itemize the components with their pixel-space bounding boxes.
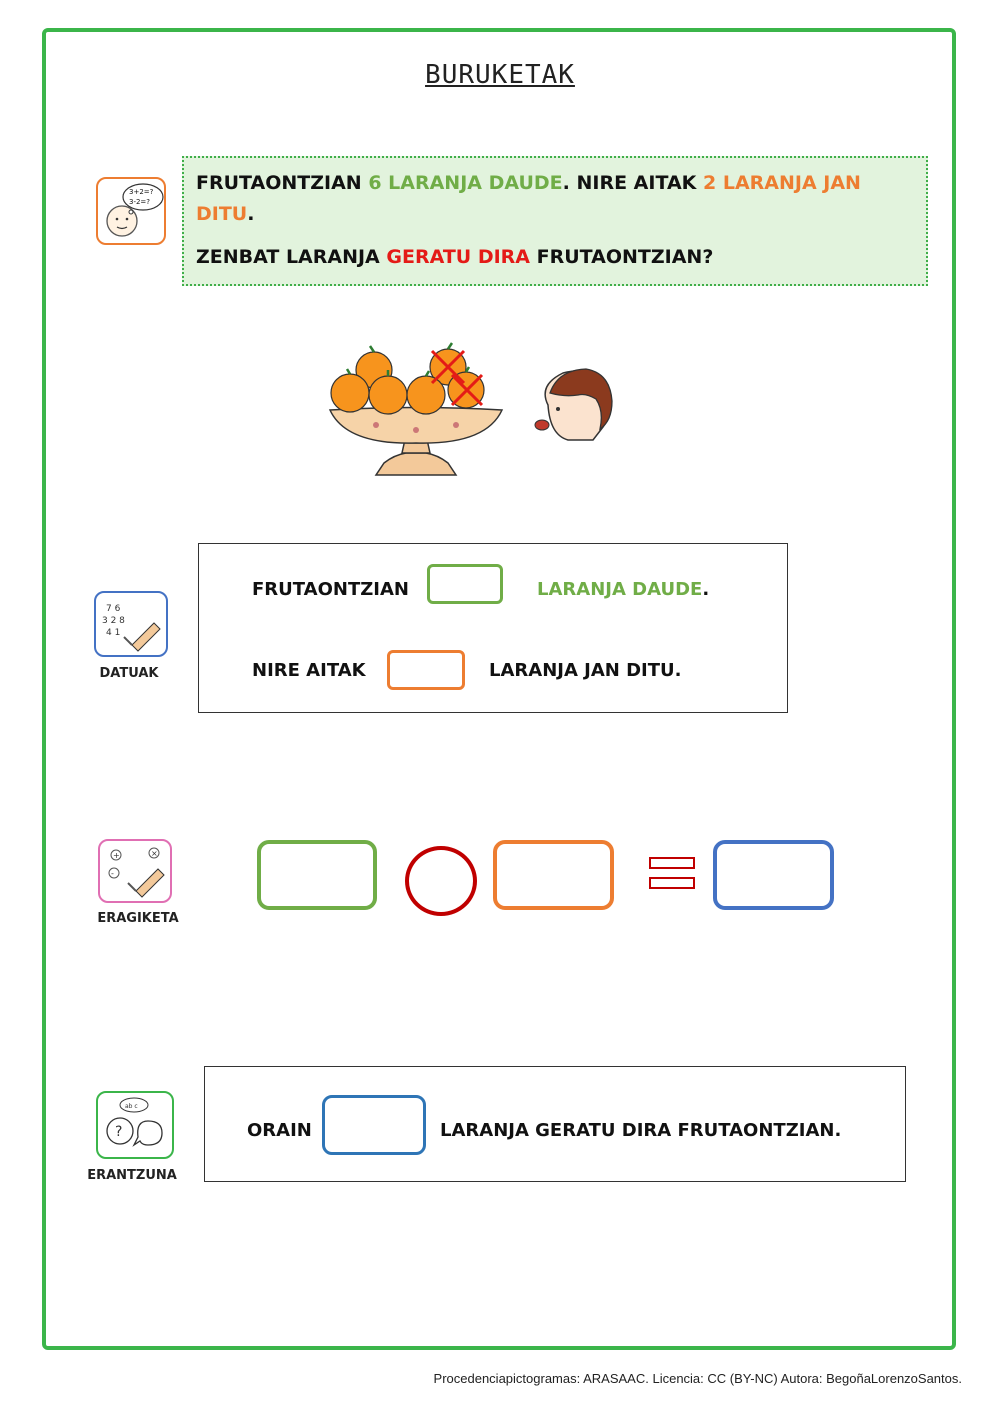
problem-highlight-orange: 2 LARANJA JAN DITU bbox=[196, 172, 861, 225]
svg-text:7 6: 7 6 bbox=[106, 604, 121, 614]
question-highlight-red: GERATU DIRA bbox=[386, 246, 531, 268]
equals-sign-icon bbox=[649, 857, 695, 891]
problem-text: . NIRE AITAK bbox=[562, 172, 703, 194]
datuak-eaten-input[interactable] bbox=[387, 650, 465, 690]
operand1-input[interactable] bbox=[257, 840, 377, 910]
erantzuna-panel bbox=[204, 1066, 906, 1182]
datuak-row1-prefix: FRUTAONTZIAN bbox=[252, 579, 409, 600]
problem-text: FRUTAONTZIAN bbox=[196, 172, 369, 194]
datuak-row1-end: . bbox=[702, 579, 710, 600]
svg-text:×: × bbox=[151, 849, 158, 858]
svg-text:+: + bbox=[113, 851, 120, 860]
thinking-head-icon bbox=[96, 177, 166, 245]
operator-input[interactable] bbox=[405, 846, 477, 916]
result-input[interactable] bbox=[713, 840, 834, 910]
svg-text:3-2=?: 3-2=? bbox=[129, 198, 151, 206]
datuak-oranges-input[interactable] bbox=[427, 564, 503, 604]
problem-highlight-green: 6 LARANJA DAUDE bbox=[368, 172, 563, 194]
datuak-row1-suffix-text: LARANJA DAUDE bbox=[537, 579, 703, 600]
problem-question bbox=[196, 242, 914, 273]
footer-credits: Procedenciapictogramas: ARASAAC. Licencia: CC (BY-NC) Autora: BegoñaLorenzoSantos. bbox=[433, 1371, 962, 1386]
svg-text:ab c: ab c bbox=[125, 1103, 138, 1110]
erantzuna-label: ERANTZUNA bbox=[87, 1168, 177, 1183]
svg-text:3+2=?: 3+2=? bbox=[129, 188, 154, 196]
datuak-row2-prefix: NIRE AITAK bbox=[252, 660, 366, 681]
datuak-row1-suffix bbox=[537, 579, 709, 600]
svg-text:?: ? bbox=[115, 1124, 123, 1140]
problem-text: . bbox=[247, 203, 255, 225]
question-text: ZENBAT LARANJA bbox=[196, 246, 387, 268]
svg-text:4 1: 4 1 bbox=[106, 628, 121, 638]
answer-input[interactable] bbox=[322, 1095, 426, 1155]
page-title: BURUKETAK bbox=[425, 60, 575, 90]
erantzuna-pictogram-icon bbox=[96, 1091, 174, 1159]
datuak-panel bbox=[198, 543, 788, 713]
datuak-label: DATUAK bbox=[99, 666, 159, 681]
erantzuna-suffix: LARANJA GERATU DIRA FRUTAONTZIAN. bbox=[440, 1120, 842, 1141]
datuak-pictogram-icon bbox=[94, 591, 168, 657]
svg-text:3 2 8: 3 2 8 bbox=[102, 616, 125, 626]
svg-text:-: - bbox=[111, 869, 114, 878]
question-text: FRUTAONTZIAN? bbox=[530, 246, 714, 268]
problem-statement bbox=[182, 156, 928, 286]
eragiketa-label: ERAGIKETA bbox=[97, 911, 179, 926]
datuak-row2-suffix: LARANJA JAN DITU. bbox=[489, 660, 682, 681]
man-head-illustration bbox=[528, 365, 618, 445]
problem-line-1 bbox=[196, 168, 914, 230]
fruit-bowl-illustration bbox=[326, 335, 506, 480]
eragiketa-pictogram-icon bbox=[98, 839, 172, 903]
erantzuna-prefix: ORAIN bbox=[247, 1120, 312, 1141]
operand2-input[interactable] bbox=[493, 840, 614, 910]
